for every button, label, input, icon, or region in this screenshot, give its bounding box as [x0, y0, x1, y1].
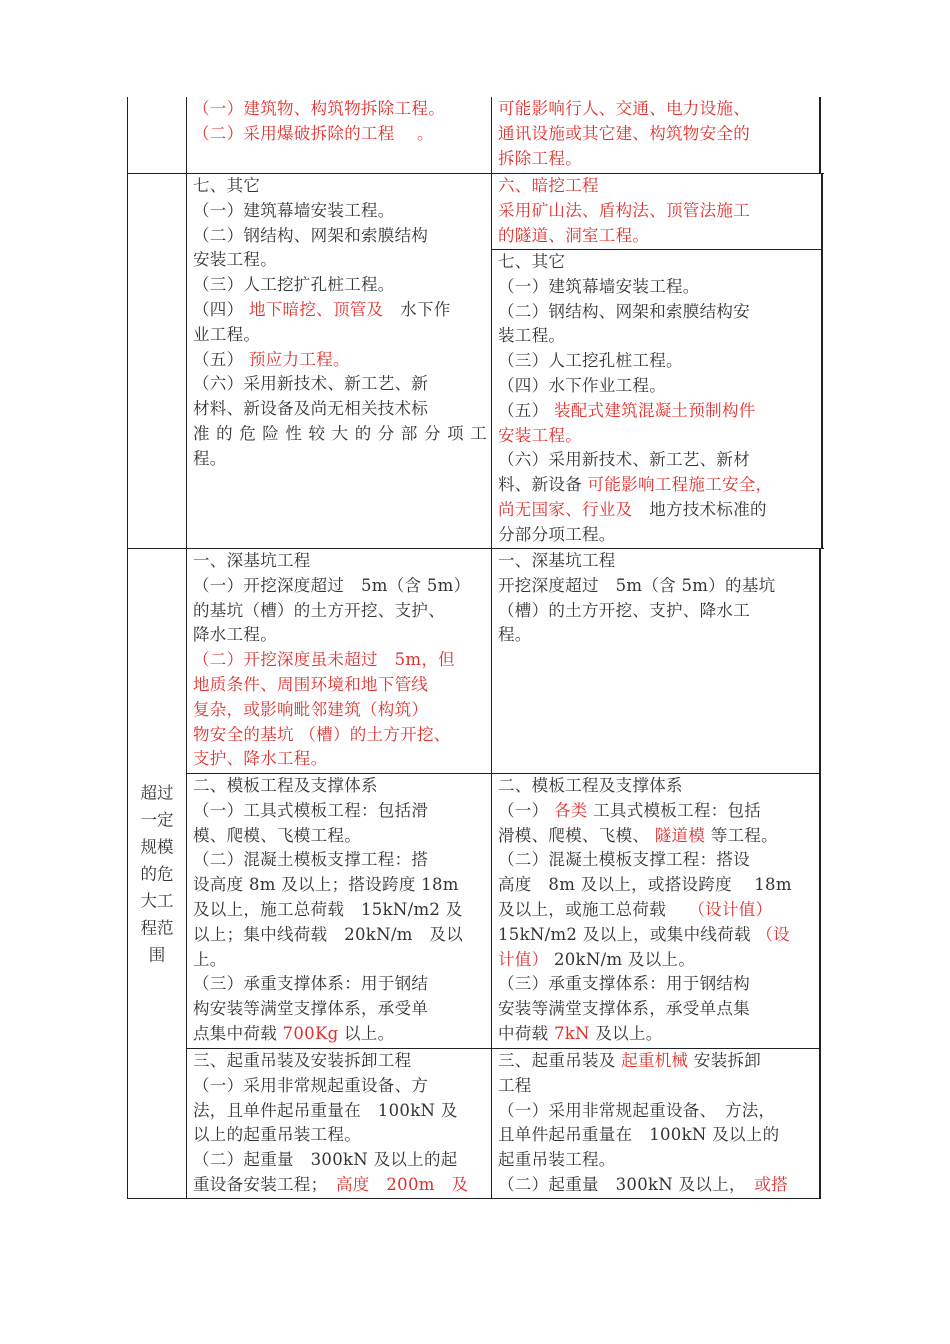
- text-line: [498, 1099, 815, 1124]
- text-segment: 准的危险性较大的分部分项工: [193, 423, 487, 443]
- text-segment: 料、新设备: [498, 475, 588, 495]
- new-standard-cell: [492, 97, 821, 173]
- text-line: [498, 473, 817, 498]
- text-segment: （三）承重支撑体系：用于钢结: [193, 974, 429, 994]
- text-segment: 重设备安装工程；: [193, 1174, 336, 1194]
- text-segment: 滑模、爬模、飞模、: [498, 825, 655, 845]
- text-line: [498, 324, 817, 349]
- text-segment: 安装工程。: [193, 250, 277, 270]
- text-segment: 程。: [498, 625, 532, 645]
- highlighted-change: 预应力工程。: [248, 349, 350, 369]
- highlighted-change: （二）采用爆破拆除的工程 。: [193, 123, 434, 143]
- text-line: [193, 397, 487, 422]
- table-row: [187, 549, 821, 774]
- old-standard-cell: [187, 1049, 492, 1198]
- text-segment: （一）: [498, 800, 554, 820]
- highlighted-change: 或搭: [754, 1174, 788, 1194]
- text-line: [498, 199, 817, 224]
- old-standard-cell: [187, 774, 492, 1048]
- text-segment: 一、深基坑工程: [498, 551, 616, 570]
- text-line: [498, 1049, 815, 1074]
- text-line: [193, 348, 487, 373]
- text-line: [193, 273, 487, 298]
- text-line: [193, 1049, 487, 1074]
- text-line: [193, 122, 487, 147]
- highlighted-change: 支护、降水工程。: [193, 749, 328, 769]
- text-line: [193, 372, 487, 397]
- text-segment: （一）采用非常规起重设备、方: [193, 1075, 429, 1095]
- text-segment: 安装等满堂支撑体系，承受单点集: [498, 999, 750, 1019]
- section-label-line: 围: [148, 945, 166, 964]
- text-segment: （三）人工挖扩孔桩工程。: [193, 275, 395, 295]
- text-segment: 二、模板工程及支撑体系: [193, 776, 378, 795]
- highlighted-change: 7kN: [553, 1023, 590, 1043]
- highlighted-change: 装配式建筑混凝土预制构件: [553, 400, 756, 420]
- text-line: [498, 848, 815, 873]
- text-segment: （四）水下作业工程。: [498, 375, 666, 395]
- text-line: [193, 873, 487, 898]
- text-line: [193, 848, 487, 873]
- section-label-line: 超过: [140, 783, 174, 802]
- text-line: [193, 1074, 487, 1099]
- highlighted-change: （设计值）: [688, 899, 773, 919]
- text-segment: 一、深基坑工程: [193, 551, 311, 570]
- highlighted-change: 隧道模: [654, 825, 706, 845]
- other-block: [492, 250, 821, 548]
- section-label-line: 一定: [140, 810, 174, 829]
- text-line: [193, 1099, 487, 1124]
- text-segment: 材料、新设备及尚无相关技术标: [193, 399, 429, 419]
- highlighted-change: 可能影响工程施工安全，: [587, 475, 773, 495]
- text-segment: 点集中荷载: [193, 1023, 283, 1043]
- text-segment: （一）开挖深度超过 5m（含 5m）: [193, 575, 471, 595]
- text-segment: （四）: [193, 299, 249, 319]
- text-segment: （二）钢结构、网架和索膜结构安: [498, 301, 750, 321]
- new-standard-cell: [492, 549, 821, 773]
- hazard-scope-comparison-table: [127, 97, 824, 1199]
- highlighted-change: 安装工程。: [498, 425, 582, 445]
- text-segment: 且单件起吊重量在 100kN 及以上的: [498, 1125, 780, 1145]
- section-over-scale: [127, 549, 824, 1199]
- text-segment: （一）建筑幕墙安装工程。: [498, 276, 700, 296]
- old-standard-cell: [187, 97, 492, 173]
- highlighted-change: （一）建筑物、构筑物拆除工程。: [193, 99, 445, 118]
- highlighted-change: 六、暗挖工程: [498, 176, 599, 195]
- table-row: [127, 97, 824, 174]
- text-segment: 20kN/m 及以上。: [548, 949, 696, 969]
- text-segment: 15kN/m2 及以上，或集中线荷载: [498, 924, 757, 944]
- new-standard-cell: [492, 174, 823, 548]
- text-segment: 的基坑（槽）的土方开挖、支护、: [193, 600, 445, 620]
- text-line: [498, 523, 817, 548]
- text-segment: 二、模板工程及支撑体系: [498, 776, 683, 795]
- text-line: [498, 1123, 815, 1148]
- table-row: [187, 774, 821, 1049]
- highlighted-change: 复杂，或影响毗邻建筑（构筑）: [193, 699, 429, 719]
- text-line: [193, 298, 487, 323]
- text-line: [498, 824, 815, 849]
- text-segment: （三）人工挖孔桩工程。: [498, 351, 683, 371]
- table-row: [127, 174, 824, 549]
- text-line: [193, 224, 487, 249]
- text-line: [498, 224, 817, 249]
- text-segment: 工具式模板工程：包括: [587, 800, 762, 820]
- text-line: [193, 174, 487, 199]
- text-line: [193, 248, 487, 273]
- text-segment: 高度 8m 及以上，或搭设跨度 18m: [498, 875, 792, 895]
- text-segment: 中荷载: [498, 1023, 554, 1043]
- text-line: [498, 623, 815, 648]
- category-cell: [127, 174, 187, 548]
- text-segment: 法，且单件起吊重量在 100kN 及: [193, 1100, 458, 1120]
- highlighted-change: 通讯设施或其它建、构筑物安全的: [498, 123, 750, 143]
- text-line: [193, 698, 487, 723]
- text-line: [498, 250, 817, 275]
- text-segment: （一）建筑幕墙安装工程。: [193, 200, 395, 220]
- text-segment: 开挖深度超过 5m（含 5m）的基坑: [498, 575, 776, 595]
- text-segment: 业工程。: [193, 324, 261, 344]
- text-segment: （一）工具式模板工程：包括滑: [193, 800, 429, 820]
- text-line: [193, 747, 487, 772]
- text-line: [193, 799, 487, 824]
- text-line: [193, 323, 487, 348]
- text-segment: 安装拆卸: [688, 1051, 762, 1070]
- text-line: [498, 774, 815, 799]
- text-segment: 工程: [498, 1075, 532, 1095]
- highlighted-change: 可能影响行人、交通、电力设施、: [498, 99, 750, 118]
- text-line: [193, 723, 487, 748]
- text-line: [498, 799, 815, 824]
- text-segment: 上。: [193, 949, 227, 969]
- highlighted-change: 高度 200m 及: [335, 1174, 469, 1194]
- text-line: [193, 599, 487, 624]
- text-line: [193, 673, 487, 698]
- text-segment: 以上；集中线荷载 20kN/m 及以: [193, 924, 464, 944]
- text-line: [498, 972, 815, 997]
- text-segment: （六）采用新技术、新工艺、新: [193, 374, 429, 394]
- text-segment: 降水工程。: [193, 625, 277, 645]
- text-segment: （一）采用非常规起重设备、 方法，: [498, 1100, 776, 1120]
- highlighted-change: 起重机械: [621, 1051, 689, 1070]
- text-segment: 以上的起重吊装工程。: [193, 1125, 361, 1145]
- section-label-cell: [127, 549, 187, 1199]
- category-cell: [127, 97, 187, 173]
- text-segment: 水下作: [383, 299, 451, 319]
- highlighted-change: （设: [756, 924, 790, 944]
- highlighted-change: 物安全的基坑 （槽）的土方开挖、: [193, 724, 451, 744]
- text-line: [193, 549, 487, 574]
- text-line: [193, 422, 487, 447]
- text-segment: 及以上，或施工总荷载: [498, 899, 689, 919]
- text-line: [498, 424, 817, 449]
- text-line: [498, 574, 815, 599]
- section-label-line: 规模: [140, 837, 174, 856]
- text-line: [193, 199, 487, 224]
- text-line: [193, 1123, 487, 1148]
- highlighted-change: 拆除工程。: [498, 148, 582, 168]
- table-row: [187, 1049, 821, 1199]
- text-line: [193, 898, 487, 923]
- text-segment: （槽）的土方开挖、支护、降水工: [498, 600, 750, 620]
- text-line: [193, 824, 487, 849]
- text-line: [193, 948, 487, 973]
- text-segment: （五）: [498, 400, 554, 420]
- text-segment: 构安装等满堂支撑体系，承受单: [193, 999, 429, 1019]
- text-segment: 及以上。: [589, 1023, 663, 1043]
- text-line: [193, 1022, 487, 1047]
- text-line: [498, 174, 817, 199]
- text-line: [193, 623, 487, 648]
- text-segment: （三）承重支撑体系：用于钢结构: [498, 974, 750, 994]
- text-line: [498, 1074, 815, 1099]
- underground-excavation-block: [492, 174, 821, 250]
- text-line: [498, 549, 815, 574]
- text-line: [193, 923, 487, 948]
- text-line: [193, 648, 487, 673]
- text-segment: 设高度 8m 及以上；搭设跨度 18m: [193, 875, 459, 895]
- highlighted-change: 尚无国家、行业及: [498, 499, 633, 519]
- text-segment: 程。: [193, 448, 227, 468]
- text-line: [498, 898, 815, 923]
- text-line: [498, 399, 817, 424]
- highlighted-change: 各类: [553, 800, 588, 820]
- text-segment: 地方技术标准的: [632, 499, 767, 519]
- text-line: [498, 374, 817, 399]
- text-segment: 三、起重吊装及安装拆卸工程: [193, 1051, 412, 1070]
- text-segment: （二）起重量 300kN 及以上的起: [193, 1150, 458, 1170]
- new-standard-cell: [492, 774, 821, 1048]
- text-line: [498, 97, 815, 122]
- text-segment: 模、爬模、飞模工程。: [193, 825, 361, 845]
- text-line: [498, 300, 817, 325]
- text-line: [498, 498, 817, 523]
- text-segment: 七、其它: [498, 252, 566, 271]
- highlighted-change: 地下暗挖、顶管及: [248, 299, 384, 319]
- text-segment: 七、其它: [193, 176, 261, 195]
- text-segment: 三、起重吊装及: [498, 1051, 622, 1070]
- new-standard-cell: [492, 1049, 821, 1198]
- text-segment: 分部分项工程。: [498, 524, 616, 544]
- text-line: [193, 447, 487, 472]
- text-segment: （六）采用新技术、新工艺、新材: [498, 450, 750, 470]
- section-label-line: 大工: [140, 891, 174, 910]
- old-standard-cell: [187, 549, 492, 773]
- text-line: [498, 122, 815, 147]
- text-segment: 以上。: [338, 1023, 395, 1043]
- text-line: [498, 599, 815, 624]
- text-line: [498, 448, 817, 473]
- text-line: [193, 1173, 487, 1198]
- text-line: [498, 923, 815, 948]
- text-segment: （二）混凝土模板支撑工程：搭: [193, 850, 429, 870]
- text-line: [193, 574, 487, 599]
- text-line: [193, 97, 487, 122]
- highlighted-change: （二）开挖深度虽未超过 5m，但: [193, 650, 455, 670]
- text-segment: （二）起重量 300kN 及以上，: [498, 1174, 755, 1194]
- old-standard-cell: [187, 174, 492, 548]
- text-line: [193, 1148, 487, 1173]
- section-label: [128, 779, 186, 968]
- section-label-line: 程范: [140, 918, 174, 937]
- highlighted-change: 700Kg: [282, 1023, 339, 1043]
- text-segment: （二）混凝土模板支撑工程：搭设: [498, 850, 750, 870]
- highlighted-change: 采用矿山法、盾构法、顶管法施工: [498, 200, 750, 220]
- text-line: [498, 1148, 815, 1173]
- text-line: [498, 997, 815, 1022]
- highlighted-change: 的隧道、洞室工程。: [498, 225, 650, 245]
- text-line: [498, 275, 817, 300]
- text-line: [498, 349, 817, 374]
- text-line: [193, 972, 487, 997]
- text-line: [498, 948, 815, 973]
- text-line: [498, 1173, 815, 1198]
- text-segment: （二）钢结构、网架和索膜结构: [193, 225, 429, 245]
- highlighted-change: 地质条件、周围环境和地下管线: [193, 674, 429, 694]
- text-line: [193, 774, 487, 799]
- text-line: [498, 873, 815, 898]
- text-line: [498, 1022, 815, 1047]
- text-segment: （五）: [193, 349, 249, 369]
- highlighted-change: 计值）: [498, 949, 549, 969]
- text-segment: 等工程。: [705, 825, 778, 845]
- text-line: [498, 147, 815, 172]
- text-line: [193, 997, 487, 1022]
- section-label-line: 的危: [140, 864, 174, 883]
- text-segment: 起重吊装工程。: [498, 1150, 616, 1170]
- text-segment: 装工程。: [498, 326, 566, 346]
- text-segment: 及以上，施工总荷载 15kN/m2 及: [193, 899, 463, 919]
